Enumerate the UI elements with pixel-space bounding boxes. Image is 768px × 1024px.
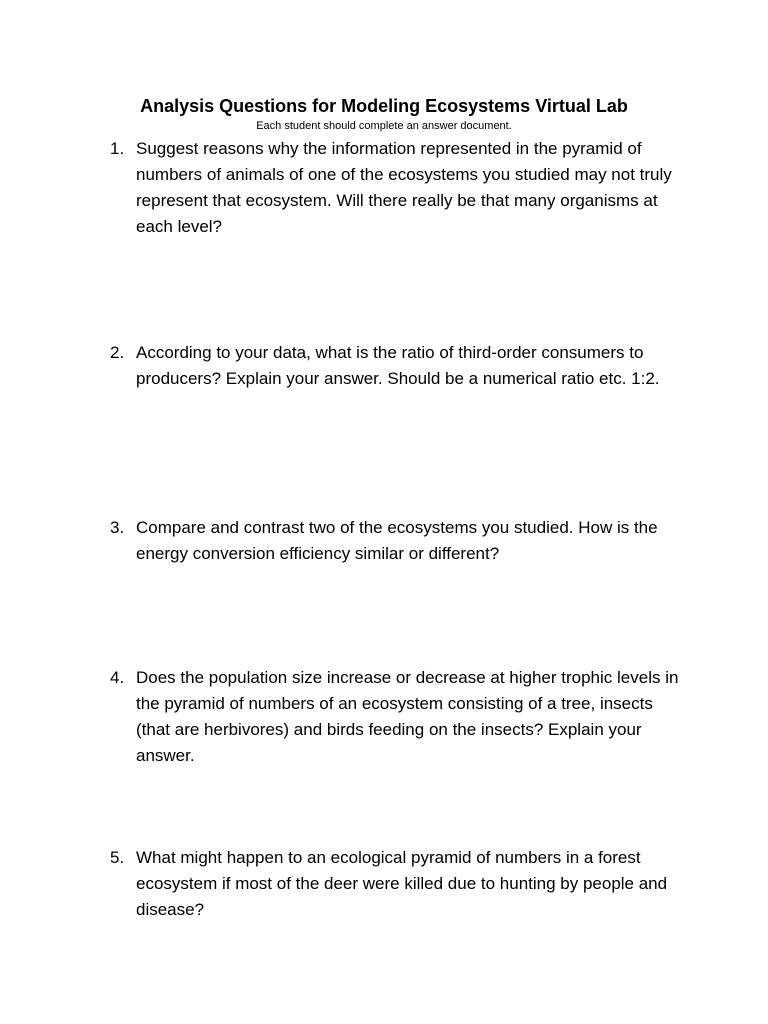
document-title: Analysis Questions for Modeling Ecosystems Virtual Lab <box>140 96 628 116</box>
question-number: 4. <box>110 668 125 687</box>
question-number: 1. <box>110 139 125 158</box>
question-item <box>110 136 690 240</box>
document-subtitle: Each student should complete an answer document. <box>256 120 512 132</box>
question-text: According to your data, what is the ratio of third-order consumers to producers? Explain your answer. Should be a numerical ratio etc. 1:2. <box>136 343 660 388</box>
question-item <box>110 340 690 392</box>
question-number: 5. <box>110 848 125 867</box>
question-text: What might happen to an ecological pyramid of numbers in a forest ecosystem if most of the deer were killed due to hunting by people and disease? <box>136 848 668 919</box>
question-text: Compare and contrast two of the ecosystems you studied. How is the energy conversion efficiency similar or different? <box>136 518 658 563</box>
question-number: 2. <box>110 343 125 362</box>
question-item <box>110 515 690 567</box>
question-text: Suggest reasons why the information represented in the pyramid of numbers of animals of one of the ecosystems you studied may not truly represent that ecosystem. Will there really be that many organisms at each level? <box>136 139 672 236</box>
question-item <box>110 845 690 923</box>
question-number: 3. <box>110 518 125 537</box>
question-item <box>110 665 690 769</box>
question-text: Does the population size increase or decrease at higher trophic levels in the pyramid of numbers of an ecosystem consisting of a tree, insects (that are herbivores) and birds feeding on the insects? Explain your answer. <box>136 668 679 765</box>
